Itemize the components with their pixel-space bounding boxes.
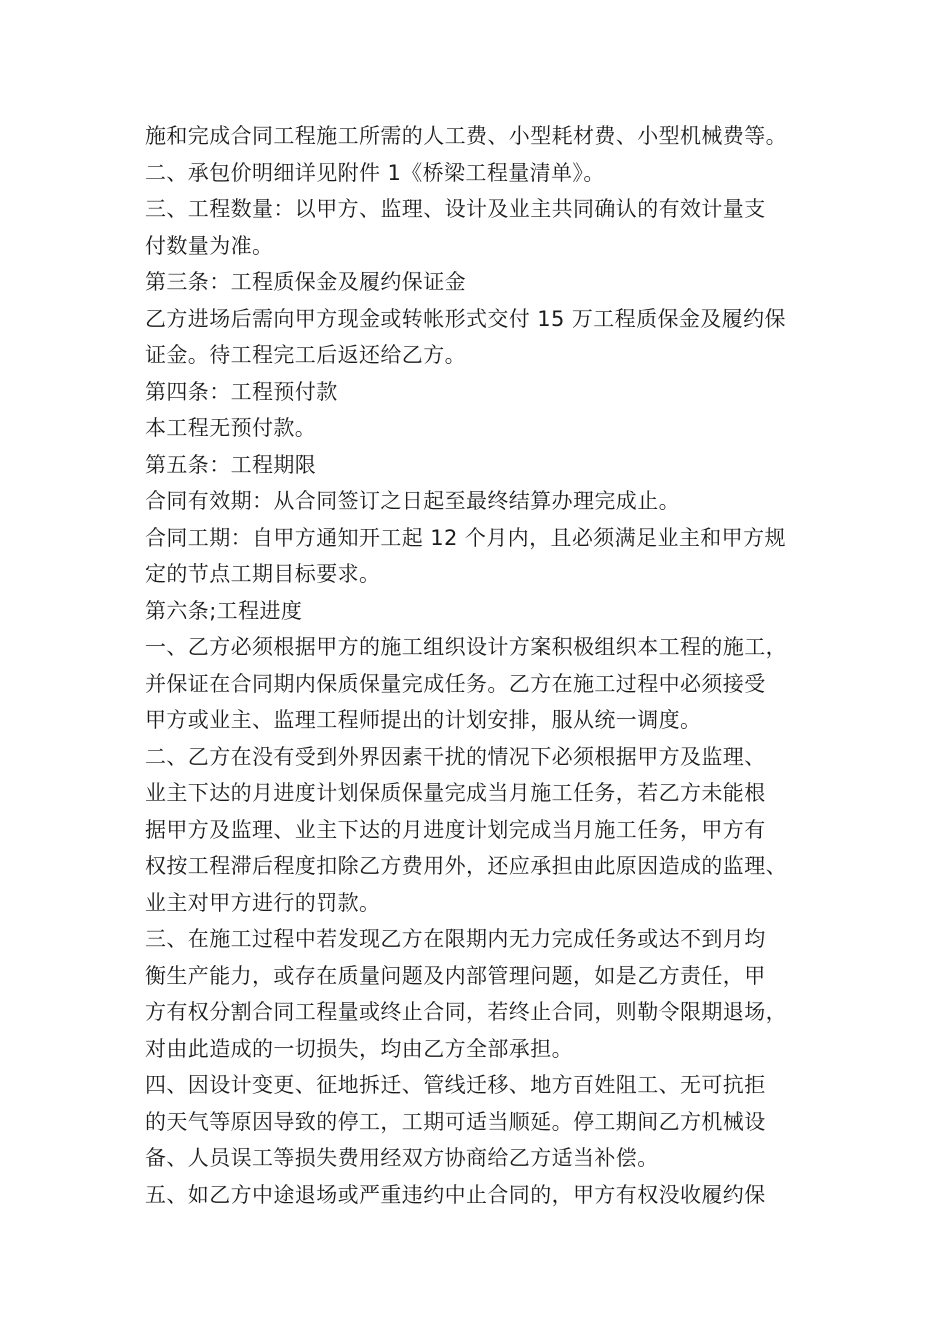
text-line: 甲方或业主、监理工程师提出的计划安排，服从统一调度。 [145, 708, 702, 732]
section-heading: 第四条：工程预付款 [145, 379, 338, 404]
document-page [145, 118, 835, 1213]
text-line: 付数量为准。 [145, 233, 274, 258]
text-line: 二、乙方在没有受到外界因素干扰的情况下必须根据甲方及监理、 [145, 744, 766, 769]
text-line: 衡生产能力，或存在质量问题及内部管理问题，如是乙方责任，甲 [145, 963, 766, 988]
text-line: 业主对甲方进行的罚款。 [145, 890, 381, 915]
text-line: 五、如乙方中途退场或严重违约中止合同的，甲方有权没收履约保 [145, 1182, 766, 1207]
text-line: 二、承包价明细详见附件 1《桥梁工程量清单》。 [145, 160, 605, 185]
text-line: 三、在施工过程中若发现乙方在限期内无力完成任务或达不到月均 [145, 927, 766, 951]
text-line: 方有权分割合同工程量或终止合同，若终止合同，则勒令限期退场， [145, 1000, 787, 1024]
text-line: 施和完成合同工程施工所需的人工费、小型耗材费、小型机械费等。 [145, 124, 787, 148]
text-line: 合同工期：自甲方通知开工起 12 个月内，且必须满足业主和甲方规 [145, 525, 786, 550]
section-heading: 第五条：工程期限 [145, 452, 317, 477]
text-line: 四、因设计变更、征地拆迁、管线迁移、地方百姓阻工、无可抗拒 [145, 1073, 766, 1097]
text-line: 据甲方及监理、业主下达的月进度计划完成当月施工任务，甲方有 [145, 817, 766, 842]
text-line: 并保证在合同期内保质保量完成任务。乙方在施工过程中必须接受 [145, 671, 766, 696]
text-line: 一、乙方必须根据甲方的施工组织设计方案积极组织本工程的施工， [145, 635, 787, 659]
text-line: 的天气等原因导致的停工，工期可适当顺延。停工期间乙方机械设 [145, 1109, 766, 1134]
text-line: 权按工程滞后程度扣除乙方费用外，还应承担由此原因造成的监理、 [145, 854, 787, 878]
text-line: 乙方进场后需向甲方现金或转帐形式交付 15 万工程质保金及履约保 [145, 306, 786, 331]
text-line: 业主下达的月进度计划保质保量完成当月施工任务，若乙方未能根 [145, 781, 766, 805]
section-heading: 第六条;工程进度 [145, 598, 303, 623]
text-line: 本工程无预付款。 [145, 416, 317, 440]
text-line: 合同有效期：从合同签订之日起至最终结算办理完成止。 [145, 489, 680, 513]
text-line: 证金。待工程完工后返还给乙方。 [145, 343, 466, 367]
text-line: 备、人员误工等损失费用经双方协商给乙方适当补偿。 [145, 1146, 659, 1170]
text-line: 对由此造成的一切损失，均由乙方全部承担。 [145, 1036, 573, 1061]
text-line: 定的节点工期目标要求。 [145, 562, 381, 586]
text-line: 三、工程数量：以甲方、监理、设计及业主共同确认的有效计量支 [145, 197, 766, 221]
section-heading: 第三条：工程质保金及履约保证金 [145, 270, 466, 294]
